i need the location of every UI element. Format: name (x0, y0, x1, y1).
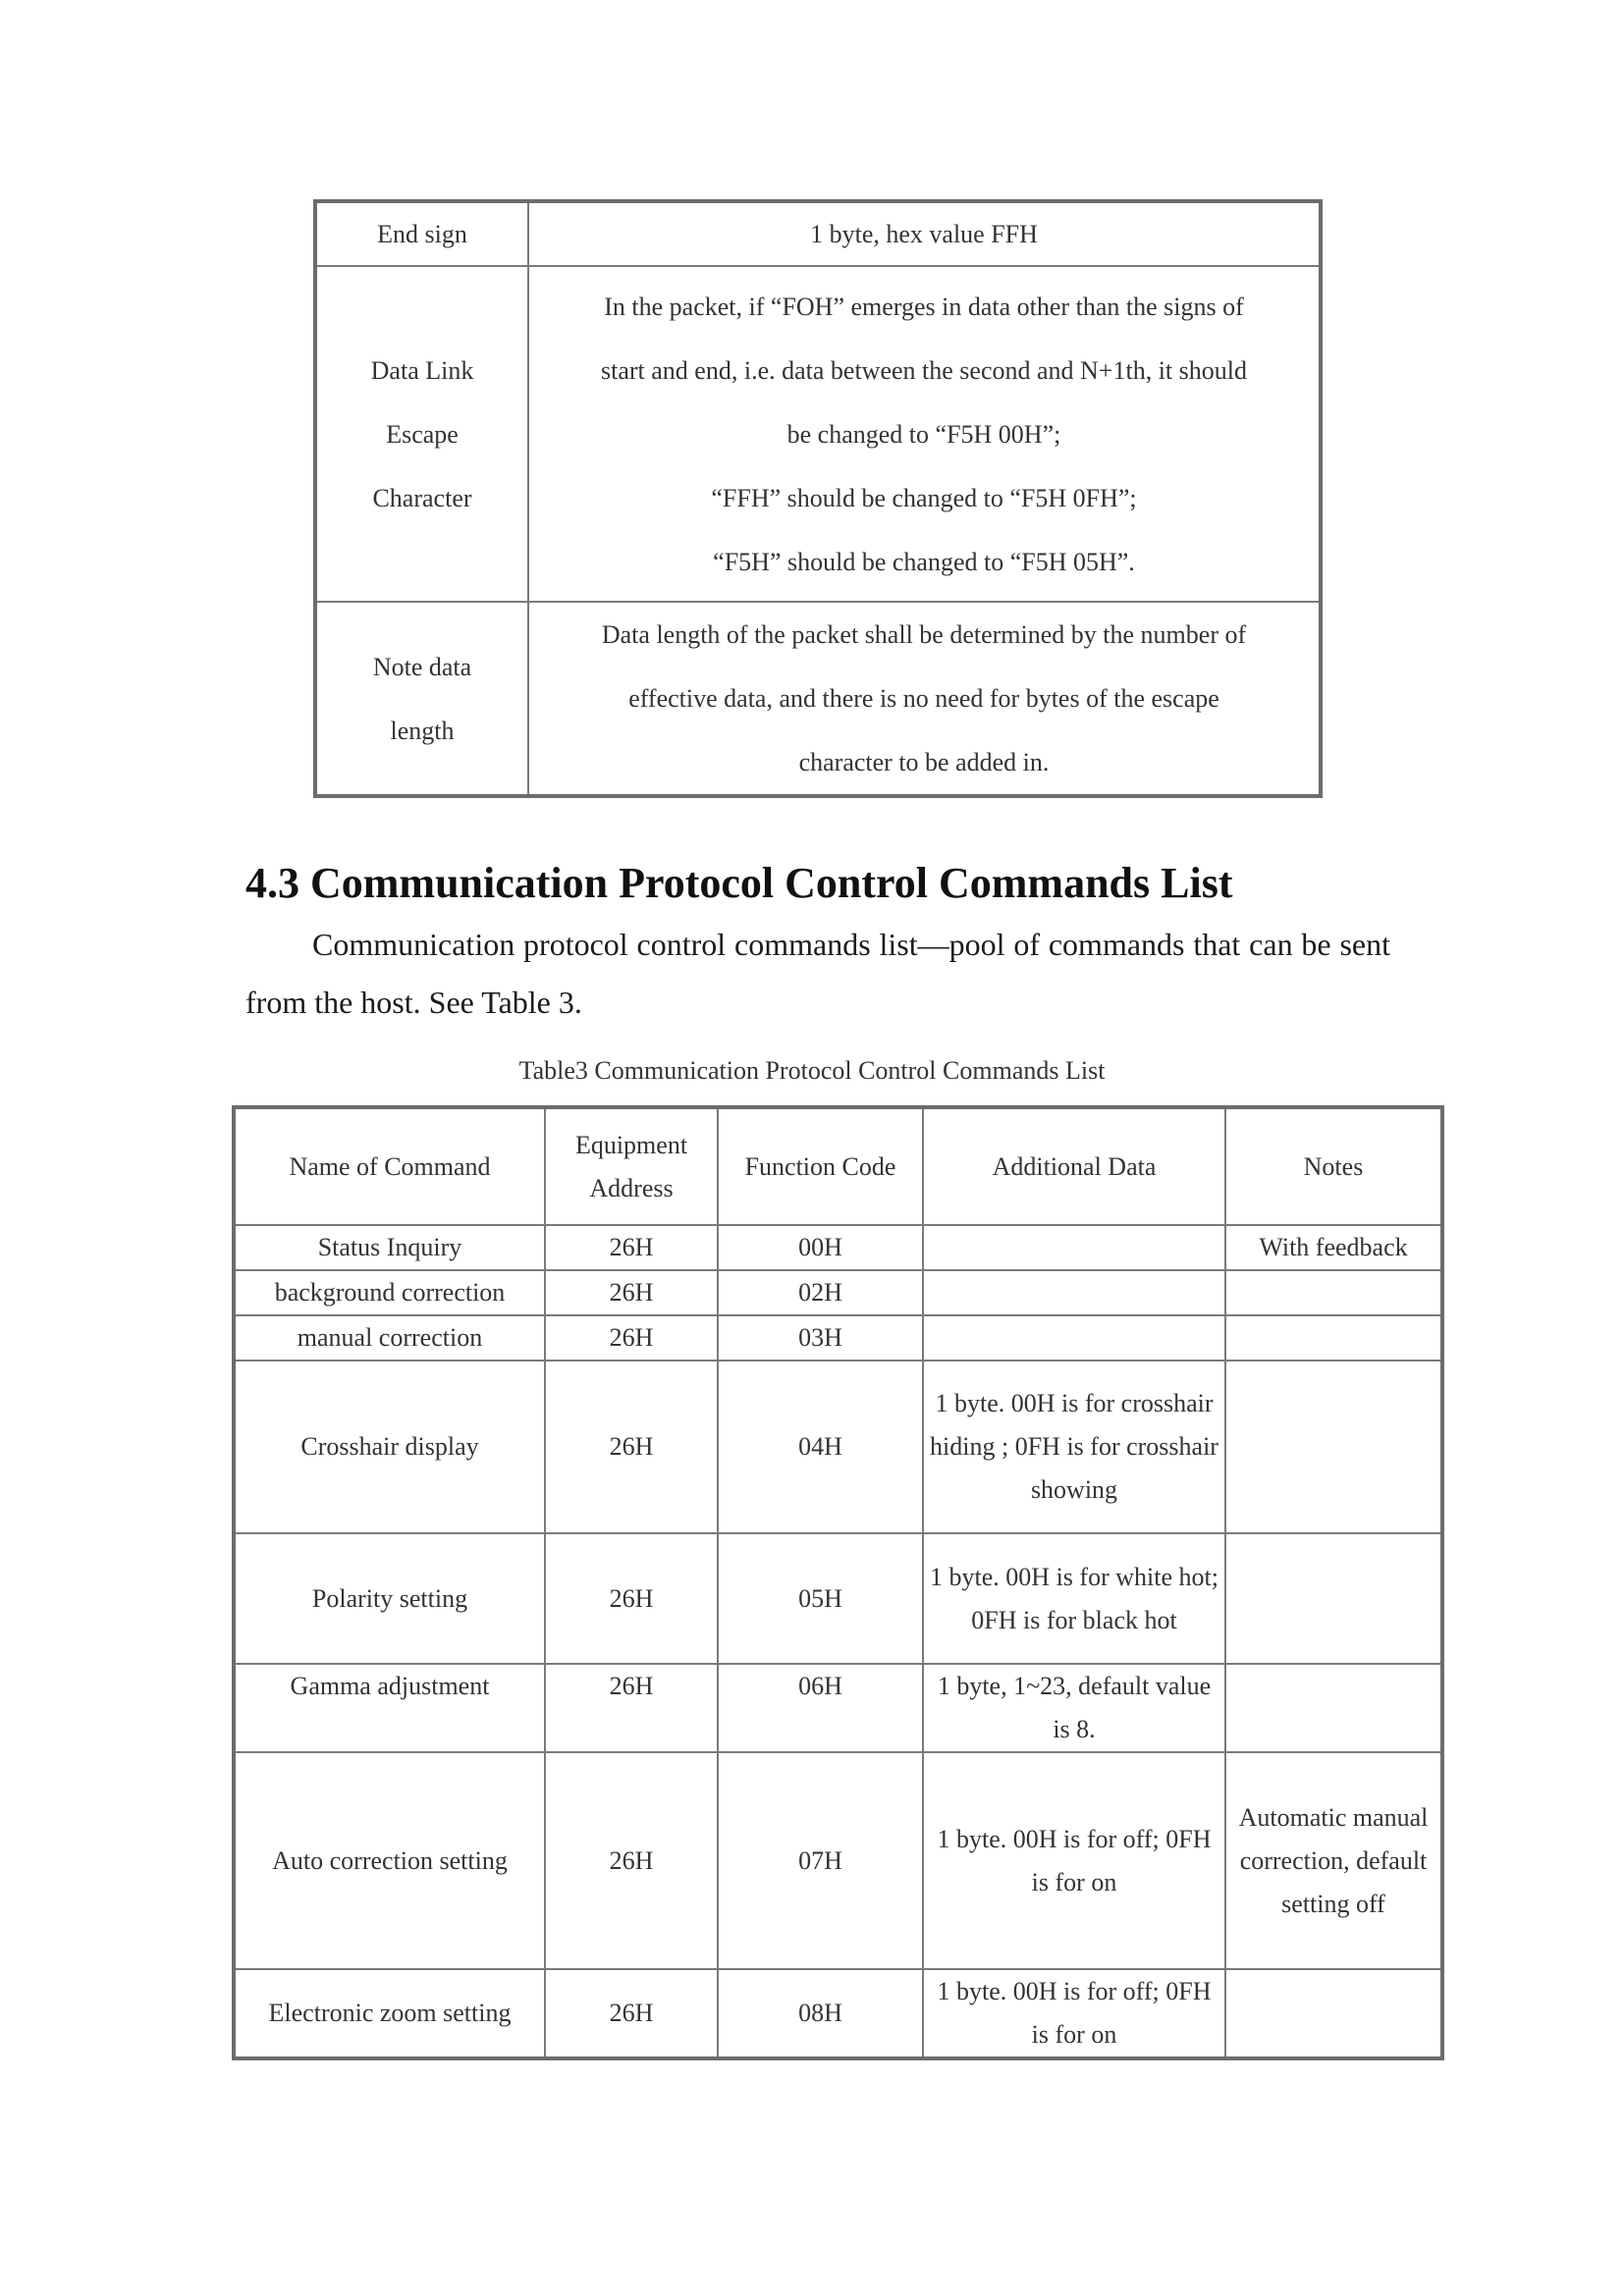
row-content (528, 266, 1321, 602)
cell-name: Electronic zoom setting (234, 1969, 545, 2058)
header-cell: Name of Command (234, 1107, 545, 1225)
row-label (315, 266, 528, 602)
cell-data: 1 byte, 1~23, default value is 8. (923, 1664, 1225, 1752)
commands-table (232, 1105, 1444, 2060)
cell-notes (1225, 1361, 1442, 1533)
content-line: effective data, and there is no need for bytes of the escape (628, 684, 1219, 713)
cell-address: 26H (545, 1270, 718, 1315)
cell-address: 26H (545, 1664, 718, 1752)
cell-notes (1225, 1533, 1442, 1664)
cell-code: 05H (718, 1533, 923, 1664)
cell-name: Status Inquiry (234, 1225, 545, 1270)
cell-data (923, 1225, 1225, 1270)
cell-name: Polarity setting (234, 1533, 545, 1664)
row-label (315, 602, 528, 796)
row-label-line: Note data (372, 652, 472, 681)
cell-address: 26H (545, 1225, 718, 1270)
row-label-line: length (390, 716, 455, 745)
table-header-row (234, 1107, 1442, 1225)
section-paragraph: Communication protocol control commands list—pool of commands that can be sent from the host. See Table 3. (245, 927, 1390, 1020)
table-row (234, 1270, 1442, 1315)
cell-notes: Automatic manual correction, default setting off (1225, 1752, 1442, 1969)
cell-data: 1 byte. 00H is for white hot; 0FH is for black hot (923, 1533, 1225, 1664)
table-row (234, 1533, 1442, 1664)
cell-notes (1225, 1315, 1442, 1361)
escape-rules-table (313, 199, 1323, 798)
cell-address: 26H (545, 1969, 718, 2058)
cell-notes: With feedback (1225, 1225, 1442, 1270)
table-row (234, 1225, 1442, 1270)
row-content (528, 602, 1321, 796)
header-cell: Equipment Address (545, 1107, 718, 1225)
row-label-line: Escape (386, 419, 459, 449)
table-row (234, 1361, 1442, 1533)
cell-code: 08H (718, 1969, 923, 2058)
cell-data: 1 byte. 00H is for crosshair hiding ; 0FH is for crosshair showing (923, 1361, 1225, 1533)
content-line: character to be added in. (798, 748, 1050, 776)
cell-code: 02H (718, 1270, 923, 1315)
cell-code: 06H (718, 1664, 923, 1752)
content-line: “FFH” should be changed to “F5H 0FH”; (711, 483, 1137, 512)
cell-data (923, 1315, 1225, 1361)
cell-notes (1225, 1270, 1442, 1315)
cell-address: 26H (545, 1752, 718, 1969)
cell-data (923, 1270, 1225, 1315)
cell-data: 1 byte. 00H is for off; 0FH is for on (923, 1969, 1225, 2058)
content-line: Data length of the packet shall be determined by the number of (601, 620, 1247, 649)
cell-name: Gamma adjustment (234, 1664, 545, 1752)
table-row (315, 201, 1321, 266)
cell-code: 04H (718, 1361, 923, 1533)
table-row (315, 602, 1321, 796)
cell-code: 00H (718, 1225, 923, 1270)
row-label-line: Data Link (370, 355, 474, 385)
row-label: End sign (315, 201, 528, 266)
cell-name: background correction (234, 1270, 545, 1315)
cell-name: Auto correction setting (234, 1752, 545, 1969)
table-row (234, 1752, 1442, 1969)
cell-code: 03H (718, 1315, 923, 1361)
table-caption: Table3 Communication Protocol Control Commands List (518, 1056, 1106, 1085)
cell-address: 26H (545, 1361, 718, 1533)
cell-address: 26H (545, 1533, 718, 1664)
table-row (315, 266, 1321, 602)
header-cell: Function Code (718, 1107, 923, 1225)
section-heading: 4.3 Communication Protocol Control Commands List (245, 859, 1233, 907)
cell-notes (1225, 1664, 1442, 1752)
table-row (234, 1969, 1442, 2058)
cell-code: 07H (718, 1752, 923, 1969)
content-line: start and end, i.e. data between the second and N+1th, it should (601, 355, 1247, 385)
table-row (234, 1315, 1442, 1361)
header-cell: Additional Data (923, 1107, 1225, 1225)
content-line: In the packet, if “FOH” emerges in data other than the signs of (604, 292, 1244, 321)
content-line: “F5H” should be changed to “F5H 05H”. (713, 547, 1135, 576)
cell-name: manual correction (234, 1315, 545, 1361)
table-row (234, 1664, 1442, 1752)
content-line: be changed to “F5H 00H”; (786, 419, 1061, 449)
row-content: 1 byte, hex value FFH (528, 201, 1321, 266)
cell-data: 1 byte. 00H is for off; 0FH is for on (923, 1752, 1225, 1969)
cell-name: Crosshair display (234, 1361, 545, 1533)
header-cell: Notes (1225, 1107, 1442, 1225)
row-label-line: Character (372, 483, 472, 512)
cell-address: 26H (545, 1315, 718, 1361)
cell-notes (1225, 1969, 1442, 2058)
